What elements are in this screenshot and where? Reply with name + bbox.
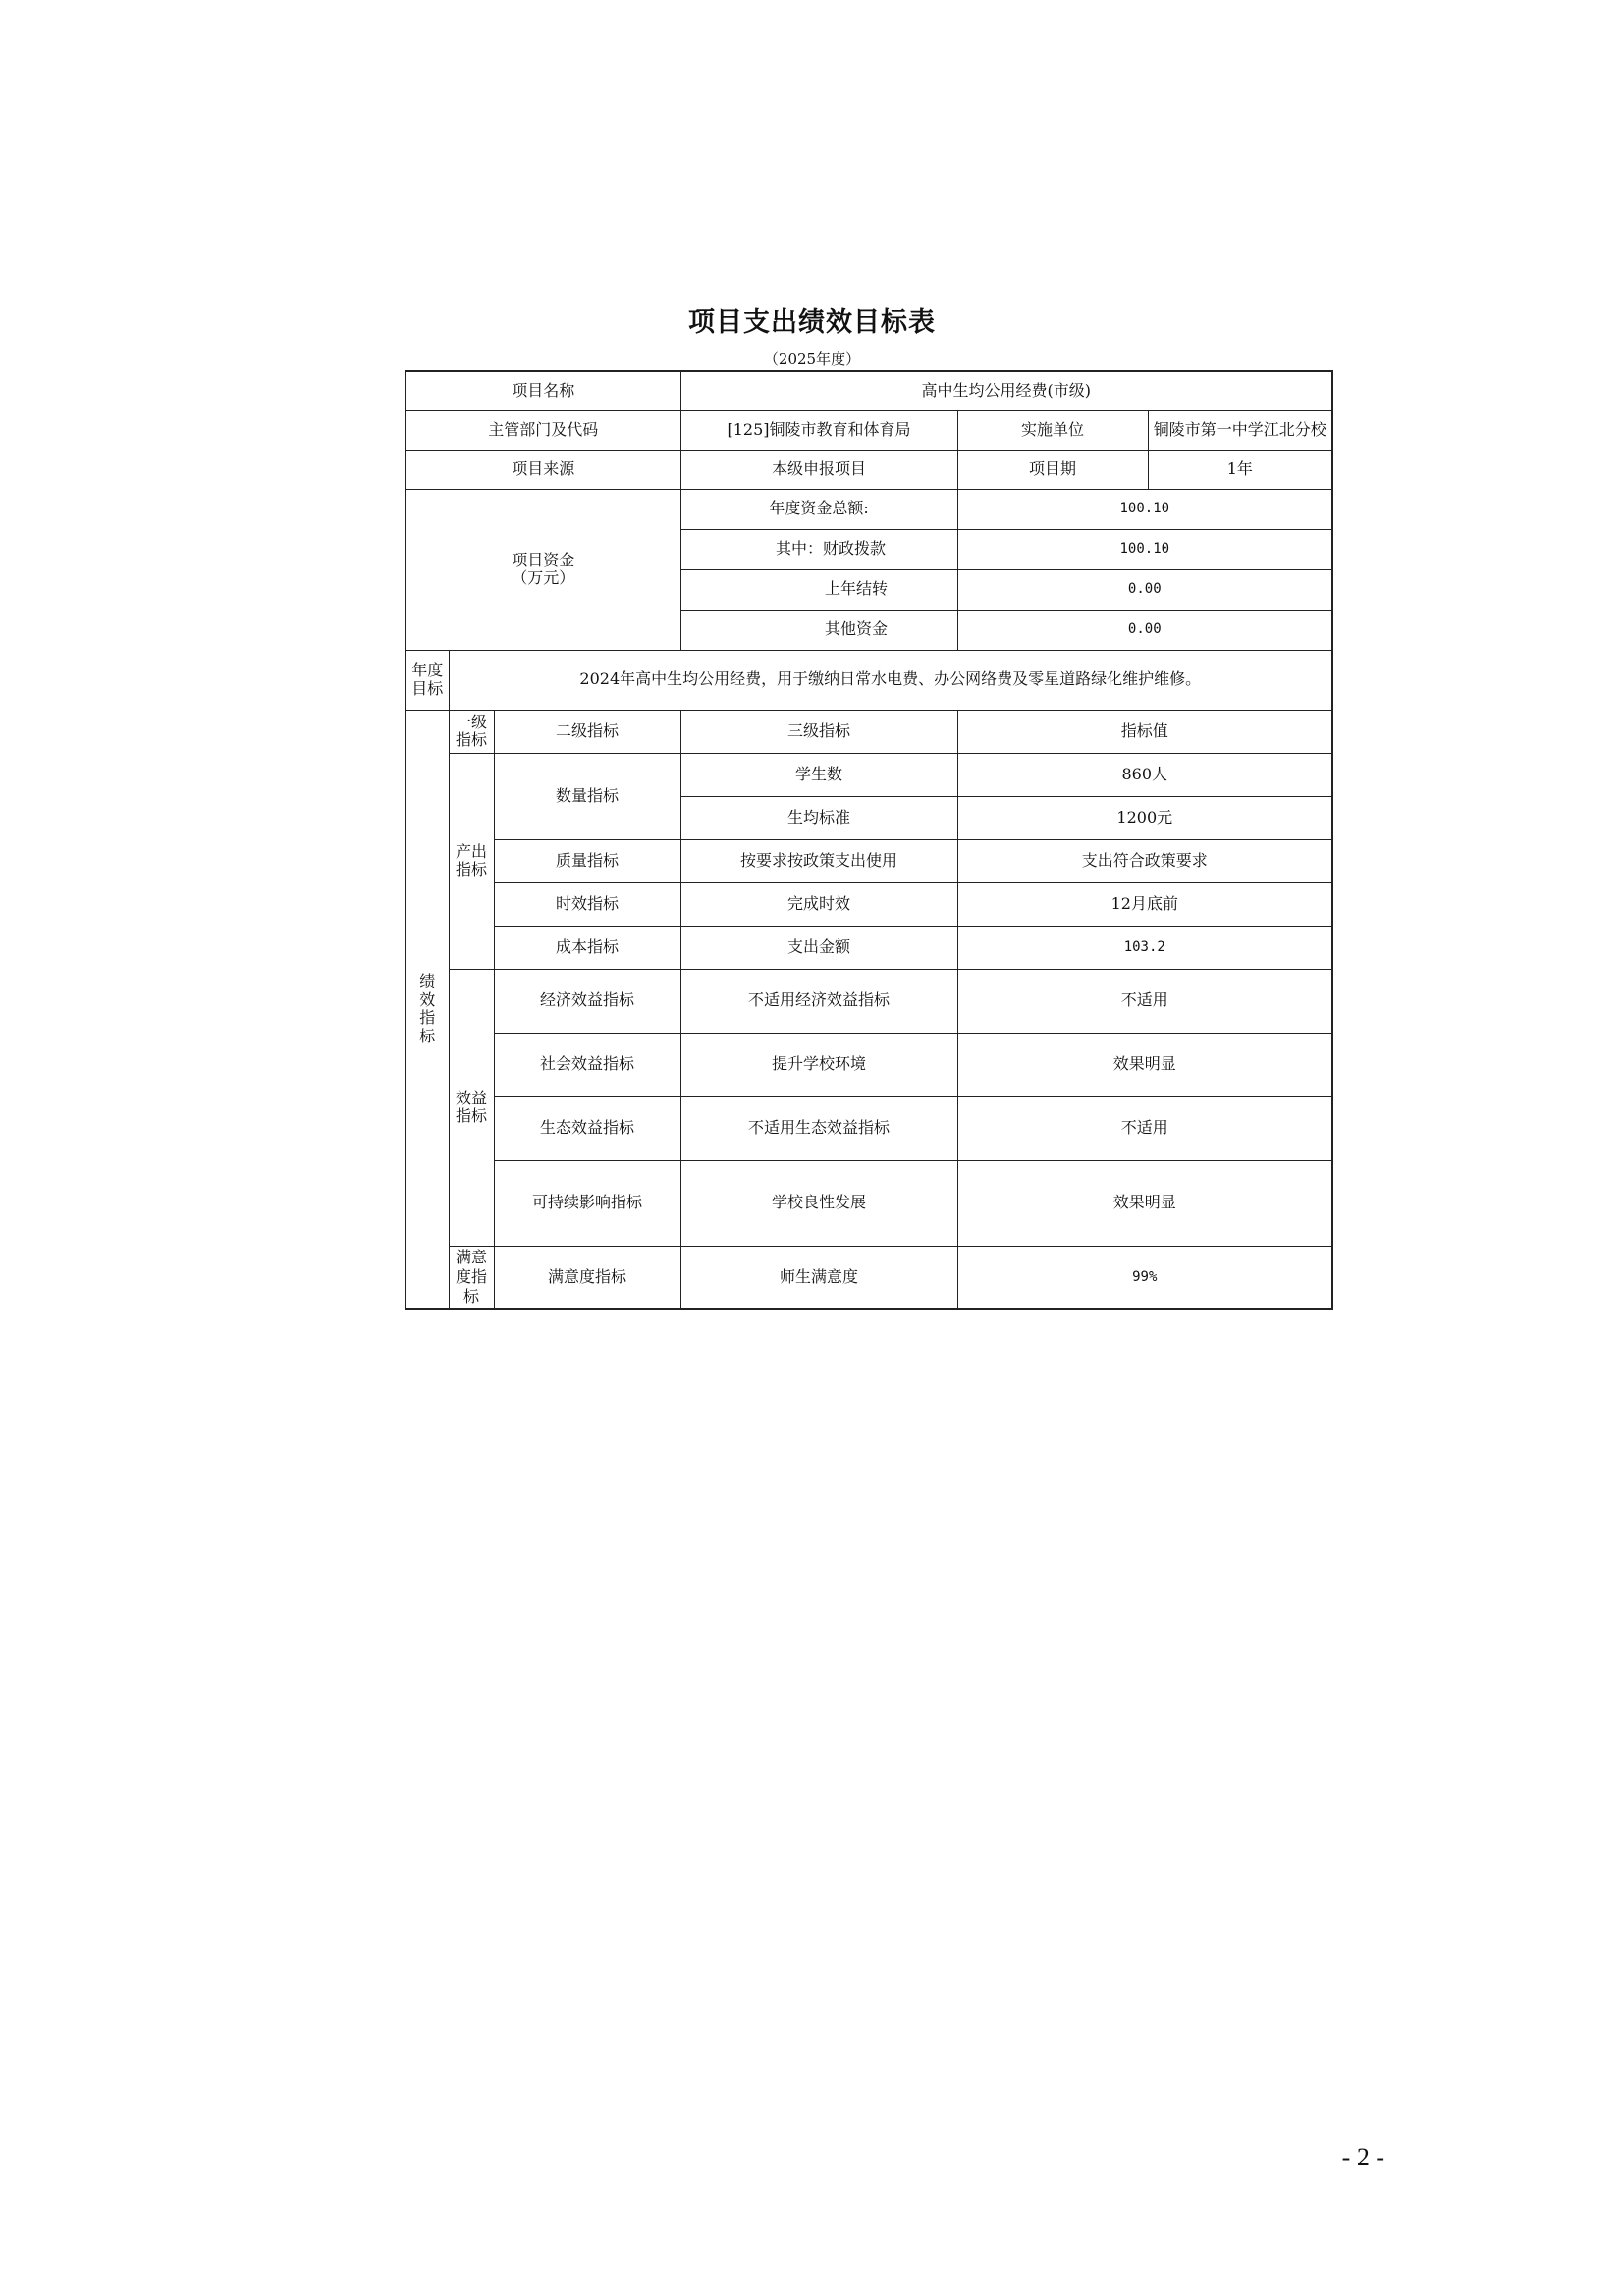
indicator-value: 不适用 (957, 1096, 1332, 1160)
indicator-value: 103.2 (957, 926, 1332, 969)
funds-label: 项目资金 （万元） (406, 489, 680, 650)
project-period-label: 项目期 (957, 450, 1148, 489)
satisfaction-indicators-label: 满意 度指 标 (449, 1246, 494, 1309)
table-row (406, 1160, 1332, 1246)
implementing-unit-label: 实施单位 (957, 410, 1148, 450)
performance-indicators-label: 绩 效 指 标 (406, 710, 449, 1309)
project-source-value: 本级申报项目 (680, 450, 957, 489)
indicator-level2: 可持续影响指标 (494, 1160, 680, 1246)
output-indicators-label: 产出 指标 (449, 753, 494, 969)
indicator-level2: 经济效益指标 (494, 969, 680, 1033)
table-row (406, 839, 1332, 882)
page-subtitle: （2025年度） (763, 350, 861, 368)
row-source (406, 450, 1332, 489)
funds-total-label: 年度资金总额: (680, 489, 957, 529)
department-label: 主管部门及代码 (406, 410, 680, 450)
indicator-level2: 数量指标 (494, 753, 680, 839)
project-period-value: 1年 (1148, 450, 1332, 489)
indicator-level3: 学校良性发展 (680, 1160, 957, 1246)
funds-fiscal-label: 其中：财政拨款 (680, 529, 957, 569)
funds-carryover-value: 0.00 (957, 569, 1332, 610)
indicator-level3: 不适用经济效益指标 (680, 969, 957, 1033)
indicator-value: 效果明显 (957, 1033, 1332, 1096)
annual-goal-label: 年度 目标 (406, 650, 449, 710)
indicator-value: 支出符合政策要求 (957, 839, 1332, 882)
benefit-indicators-label: 效益 指标 (449, 969, 494, 1246)
indicator-level3: 支出金额 (680, 926, 957, 969)
indicator-value: 99% (957, 1246, 1332, 1309)
indicator-value: 效果明显 (957, 1160, 1332, 1246)
indicator-level2: 质量指标 (494, 839, 680, 882)
row-annual-goal (406, 650, 1332, 710)
table-row (406, 1096, 1332, 1160)
level3-header: 三级指标 (680, 710, 957, 753)
indicator-level2: 时效指标 (494, 882, 680, 926)
indicator-level3: 生均标准 (680, 796, 957, 839)
indicator-level3: 按要求按政策支出使用 (680, 839, 957, 882)
indicator-level3: 师生满意度 (680, 1246, 957, 1309)
indicator-level3: 提升学校环境 (680, 1033, 957, 1096)
page-title: 项目支出绩效目标表 (688, 307, 936, 338)
row-department (406, 410, 1332, 450)
indicator-level2: 社会效益指标 (494, 1033, 680, 1096)
project-name-label: 项目名称 (406, 371, 680, 410)
page-number: - 2 - (1341, 2143, 1384, 2171)
table-row (406, 926, 1332, 969)
funds-other-label: 其他资金 (680, 610, 957, 650)
funds-other-value: 0.00 (957, 610, 1332, 650)
implementing-unit-value: 铜陵市第一中学江北分校 (1148, 410, 1332, 450)
indicator-level3: 学生数 (680, 753, 957, 796)
funds-total-value: 100.10 (957, 489, 1332, 529)
table-row (406, 1246, 1332, 1309)
indicator-value: 860人 (957, 753, 1332, 796)
level1-header: 一级 指标 (449, 710, 494, 753)
indicator-value: 12月底前 (957, 882, 1332, 926)
indicator-level2: 满意度指标 (494, 1246, 680, 1309)
project-source-label: 项目来源 (406, 450, 680, 489)
funds-fiscal-value: 100.10 (957, 529, 1332, 569)
annual-goal-text: 2024年高中生均公用经费，用于缴纳日常水电费、办公网络费及零星道路绿化维护维修。 (449, 650, 1332, 710)
department-value: [125]铜陵市教育和体育局 (680, 410, 957, 450)
indicator-value: 不适用 (957, 969, 1332, 1033)
row-indicator-header (406, 710, 1332, 753)
indicator-level3: 完成时效 (680, 882, 957, 926)
level2-header: 二级指标 (494, 710, 680, 753)
project-name-value: 高中生均公用经费(市级) (680, 371, 1332, 410)
table-row (406, 882, 1332, 926)
indicator-level3: 不适用生态效益指标 (680, 1096, 957, 1160)
row-project-name (406, 371, 1332, 410)
value-header: 指标值 (957, 710, 1332, 753)
indicator-level2: 生态效益指标 (494, 1096, 680, 1160)
performance-table (405, 370, 1333, 1310)
funds-carryover-label: 上年结转 (680, 569, 957, 610)
row-funds-total (406, 489, 1332, 529)
table-row (406, 753, 1332, 796)
indicator-value: 1200元 (957, 796, 1332, 839)
table-row (406, 969, 1332, 1033)
indicator-level2: 成本指标 (494, 926, 680, 969)
table-row (406, 1033, 1332, 1096)
